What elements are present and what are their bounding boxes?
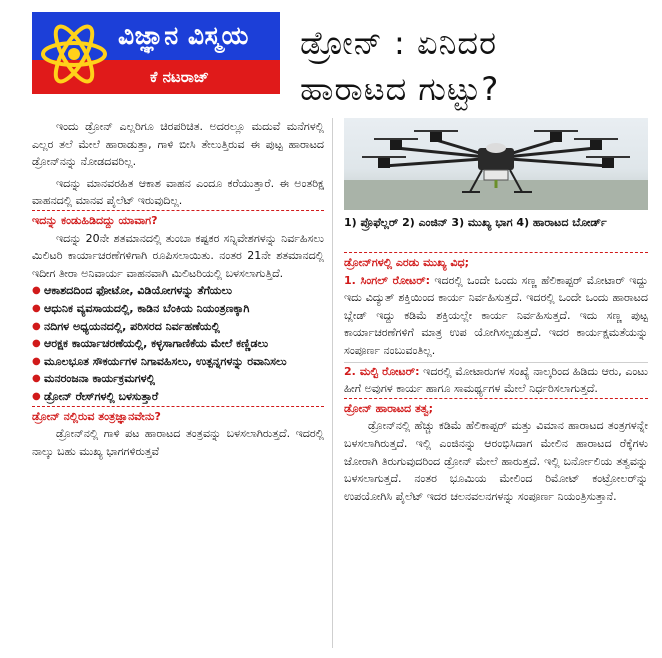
column-divider xyxy=(332,118,333,648)
headline-line-1: ಡ್ರೋನ್ : ಏನಿದರ xyxy=(300,24,498,62)
series-banner xyxy=(32,12,280,94)
author-name: ಕೆ ನಟರಾಜ್ xyxy=(150,68,209,86)
definition-paragraph: ಇದನ್ನು ಮಾನವರಹಿತ ಆಕಾಶ ವಾಹನ ಎಂದೂ ಕರೆಯುತ್ತಾರೆ. ಈ ಅಂತರಿಕ್ಷ ವಾಹನದಲ್ಲಿ ಮಾನವ ಪೈಲೆಟ್ ಇರುವುದಿಲ್ಲ. xyxy=(32,176,324,208)
section-heading-technology: ಡ್ರೋನ್ ನಲ್ಲಿರುವ ತಂತ್ರಜ್ಞಾನವೇನು? xyxy=(32,406,324,426)
multi-rotor-text: ಇದರಲ್ಲಿ ಮೋಟಾರುಗಳ ಸಂಖ್ಯೆ ನಾಲ್ಕರಿಂದ ಹಿಡಿದು ಆರು, ಎಂಟು ಹೀಗೆ ಅವುಗಳ ಕಾರ್ಯ ಹಾಗೂ ಸಾಮರ್ಥ್ಯಗಳ ಮೇಲೆ ನಿರ್ಧರಿಸಲಾಗುತ್ತದೆ. xyxy=(344,364,648,396)
list-item: ● ಮನರಂಜನಾ ಕಾರ್ಯಕ್ರಮಗಳಲ್ಲಿ xyxy=(32,370,324,388)
uses-list xyxy=(32,282,324,405)
right-column xyxy=(344,252,648,505)
section-heading-types: ಡ್ರೋನ್‌ಗಳಲ್ಲಿ ಎರಡು ಮುಖ್ಯ ವಿಧ; xyxy=(344,252,648,272)
principle-paragraph: ಡ್ರೋನ್‌ನಲ್ಲಿ ಹೆಚ್ಚು ಕಡಿಮೆ ಹೆಲಿಕಾಪ್ಟರ್ ಮತ್ತು ವಿಮಾನ ಹಾರಾಟದ ತಂತ್ರಗಳನ್ನೇ ಬಳಸಲಾಗಿರುತ್ತದೆ. ಇಲ್ಲಿ ಎಂಜಿನನ್ನು ಆರಂಭಿಸಿದಾಗ ಮೇಲಿನ ಹಾರಾಟದ ರೆಕ್ಕೆಗಳು ಜೋರಾಗಿ ತಿರುಗುವುದರಿಂದ ಡ್ರೋನ್ ಮೇಲೆ ಹಾರುತ್ತದೆ. ಇಲ್ಲಿ ಬರ್ನೋಲಿಯ ತತ್ವವನ್ನು ಬಳಸಲಾಗುತ್ತದೆ. ನಂತರ ಭೂಮಿಯ ಮೇಲಿಂದ ರಿಮೋಟ್ ಕಂಟ್ರೋಲರ್‌ನ್ನು ಉಪಯೋಗಿಸಿ ಪೈಲೆಟ್ ಇದರ ಚಲನವಲನಗಳನ್ನು ಸಂಪೂರ್ಣ ನಿಯಂತ್ರಿಸುತ್ತಾನೆ. xyxy=(344,419,648,503)
multi-rotor-paragraph xyxy=(344,362,648,398)
single-rotor-label: 1. ಸಿಂಗಲ್ ರೋಟರ್: xyxy=(344,273,430,287)
drone-image xyxy=(344,118,648,210)
section-heading-invention: ಇದನ್ನು ಕಂಡುಹಿಡಿದದ್ದು ಯಾವಾಗ? xyxy=(32,210,324,230)
drone-photo xyxy=(344,118,648,210)
photo-caption: 1) ಪ್ರೊಫೆಲ್ಲರ್ 2) ಎಂಜಿನ್ 3) ಮುಖ್ಯ ಭಾಗ 4) ಹಾರಾಟದ ಬೋರ್ಡ್ xyxy=(344,216,607,229)
history-paragraph: ಇದನ್ನು 20ನೇ ಶತಮಾನದಲ್ಲಿ ತುಂಬಾ ಕಷ್ಟಕರ ಸನ್ನಿವೇಶಗಳನ್ನು ನಿರ್ವಹಿಸಲು ಮಿಲಿಟರಿ ಕಾರ್ಯಾಚರಣೆಗಳಿಗಾಗಿ ರೂಪಿಸಲಾಯಿತು. ನಂತರ 21ನೇ ಶತಮಾನದಲ್ಲಿ ಇದೀಗ ತೀರಾ ಅನಿವಾರ್ಯ ವಾಹನವಾಗಿ ಮಿಲಿಟರಿಯಲ್ಲಿ ಬಳಸಲಾಗುತ್ತಿದೆ. xyxy=(32,231,324,280)
single-rotor-paragraph xyxy=(344,272,648,360)
list-item: ● ಆಧುನಿಕ ವ್ಯವಸಾಯದಲ್ಲಿ, ಕಾಡಿನ ಬೆಂಕಿಯ ನಿಯಂತ್ರಣಕ್ಕಾಗಿ xyxy=(32,300,324,318)
multi-rotor-label: 2. ಮಲ್ಟಿ ರೋಟರ್: xyxy=(344,364,420,378)
single-rotor-text: ಇದರಲ್ಲಿ ಒಂದೇ ಒಂದು ಸಣ್ಣ ಹೆಲಿಕಾಪ್ಟರ್ ಮೋಟಾರ್ ಇದ್ದು ಇದು ವಿದ್ಯುತ್ ಶಕ್ತಿಯಿಂದ ಕಾರ್ಯ ನಿರ್ವಹಿಸುತ್ತದೆ. ಇದರಲ್ಲಿ ಒಂದೇ ಒಂದು ಹಾರಾಟದ ಬ್ಲೇಡ್ ಇದ್ದು ಕಡಿಮೆ ಶಕ್ತಿಯಲ್ಲೇ ಕಾರ್ಯ ನಿರ್ವಹಿಸುತ್ತದೆ. ಇದು ಸಣ್ಣ ಪುಟ್ಟ ಕಾರ್ಯಾಚರಣೆಗಳಿಗೆ ಮಾತ್ರ ಉಪ ಯೋಗಿಸಲ್ಪಡುತ್ತದೆ. ಇದರ ಕಾರ್ಯಕ್ಷಮತೆಯನ್ನು ಸಂಪೂರ್ಣ ನಂಬುವಂತಿಲ್ಲ. xyxy=(344,273,648,357)
list-item: ● ಡ್ರೋನ್ ರೇಸ್‌ಗಳಲ್ಲಿ ಬಳಸುತ್ತಾರೆ xyxy=(32,388,324,406)
series-title: ವಿಜ್ಞಾನ ವಿಸ್ಮಯ xyxy=(118,21,249,50)
atom-icon xyxy=(38,18,110,90)
list-item: ● ಆರಕ್ಷಕ ಕಾರ್ಯಾಚರಣೆಯಲ್ಲಿ, ಕಳ್ಳಸಾಗಾಣಿಕೆಯ ಮೇಲೆ ಕಣ್ಣಿಡಲು xyxy=(32,335,324,353)
left-column xyxy=(32,118,324,460)
list-item: ● ಆಕಾಶದದಿಂದ ಫೋಟೋ, ವಿಡಿಯೋಗಳನ್ನು ತೆಗೆಯಲು xyxy=(32,282,324,300)
intro-paragraph: ಇಂದು ಡ್ರೋನ್ ಎಲ್ಲರಿಗೂ ಚಿರಪರಿಚಿತ. ಅದರಲ್ಲೂ ಮದುವೆ ಮನೆಗಳಲ್ಲಿ ಎಲ್ಲರ ತಲೆ ಮೇಲೆ ಹಾರಾಡುತ್ತಾ, ಗಾಳಿ ಬೀಸಿ ತೇಲುತ್ತಿರುವ ಈ ಪುಟ್ಟ ಹಾರಾಟದ ಡ್ರೋನ್‌ನನ್ನು ನೋಡದವರಿಲ್ಲ. xyxy=(32,120,324,169)
section-heading-principle: ಡ್ರೋನ್ ಹಾರಾಟದ ತತ್ವ; xyxy=(344,398,648,418)
technology-paragraph: ಡ್ರೋನ್‌ನಲ್ಲಿ ಗಾಳಿ ಪಟ ಹಾರಾಟದ ತಂತ್ರವನ್ನು ಬಳಸಲಾಗಿರುತ್ತದೆ. ಇದರಲ್ಲಿ ನಾಲ್ಕು ಬಹು ಮುಖ್ಯ ಭಾಗಗಳಿರುತ್ತವೆ xyxy=(32,427,324,458)
headline-line-2: ಹಾರಾಟದ ಗುಟ್ಟು? xyxy=(300,70,500,108)
list-item: ● ನದಿಗಳ ಅಧ್ಯಯನದಲ್ಲಿ, ಪರಿಸರದ ನಿರ್ವಹಣೆಯಲ್ಲಿ xyxy=(32,318,324,336)
headline xyxy=(300,20,650,112)
list-item: ● ಮೂಲಭೂತ ಸೌಕರ್ಯಗಳ ನಿಗಾವಹಿಸಲು, ಉತ್ಪನ್ನಗಳನ್ನು ರವಾನಿಸಲು xyxy=(32,353,324,371)
